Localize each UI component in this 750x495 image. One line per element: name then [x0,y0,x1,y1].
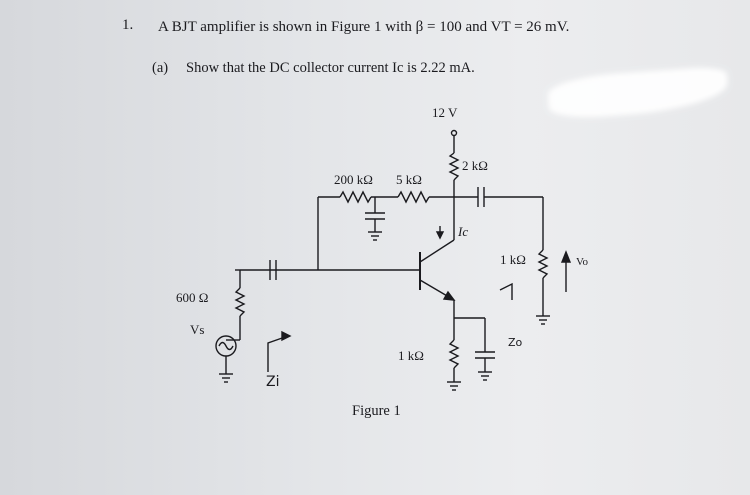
re-resistor [450,340,458,368]
rc-label: 2 kΩ [462,158,488,173]
vo-label: Vo [576,256,589,268]
rf-resistor [398,192,429,202]
figure-caption: Figure 1 [352,403,401,419]
rl-resistor [539,250,547,278]
zi-label: Zi [266,374,280,390]
supply-terminal [452,131,457,136]
rb-resistor [340,192,371,202]
question-text: A BJT amplifier is shown in Figure 1 with β = 100 and VT = 26 mV. [158,19,570,35]
ic-label: Ic [458,224,469,239]
rc-resistor [450,153,458,180]
part-text: Show that the DC collector current Ic is 2.22 mA. [186,60,475,76]
rs-label: 600 Ω [176,290,209,305]
rs-resistor [236,288,244,316]
question-number: 1. [122,17,134,33]
part-label: (a) [152,60,169,76]
zo-label: Zo [508,336,523,349]
vs-label: Vs [190,322,205,337]
supply-label: 12 V [432,105,458,120]
rl-label: 1 kΩ [500,252,526,267]
rb-label: 200 kΩ [334,172,373,187]
re-label: 1 kΩ [398,348,424,363]
rf-label: 5 kΩ [396,172,422,187]
